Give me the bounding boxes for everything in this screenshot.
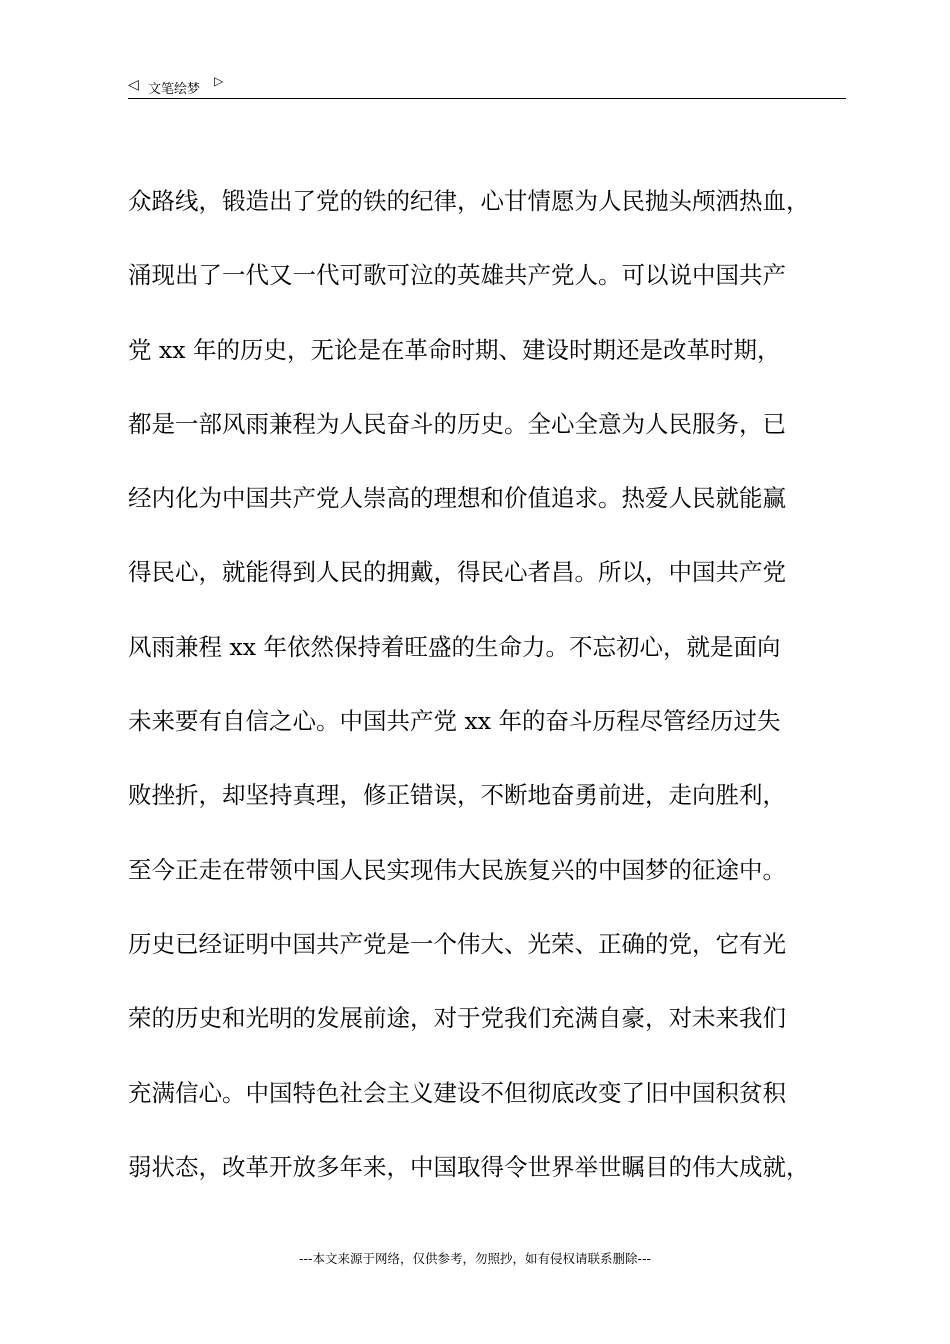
body-text (128, 177, 858, 1217)
text-line: 都是一部风雨兼程为人民奋斗的历史。全心全意为人民服务，已 (128, 409, 786, 438)
text-line: 经内化为中国共产党人崇高的理想和价值追求。热爱人民就能赢 (128, 484, 786, 513)
text-line: 败挫折，却坚持真理，修正错误，不断地奋勇前进，走向胜利， (128, 781, 786, 810)
header-title: 文笔绘梦 (148, 82, 201, 97)
text-line: 涌现出了一代又一代可歌可泣的英雄共产党人。可以说中国共产 (128, 261, 786, 290)
text-line: 众路线，锻造出了党的铁的纪律，心甘情愿为人民抛头颅洒热血， (128, 187, 810, 215)
text-line: 弱状态，改革开放多年来，中国取得令世界举世瞩目的伟大成就， (128, 1152, 810, 1181)
text-line: 风雨兼程 xx 年依然保持着旺盛的生命力。不忘初心，就是面向 (128, 632, 781, 661)
text-line: 党 xx 年的历史，无论是在革命时期、建设时期还是改革时期， (128, 335, 781, 364)
left-triangle-icon: ◁ (128, 77, 139, 93)
text-line: 历史已经证明中国共产党是一个伟大、光荣、正确的党，它有光 (128, 929, 786, 958)
text-line: 充满信心。中国特色社会主义建设不但彻底改变了旧中国积贫积 (128, 1078, 786, 1107)
text-line: 至今正走在带领中国人民实现伟大民族复兴的中国梦的征途中。 (128, 855, 786, 884)
text-line: 未来要有自信之心。中国共产党 xx 年的奋斗历程尽管经历过失 (128, 707, 781, 736)
page-header (128, 74, 846, 99)
page-footer: ---本文来源于网络，仅供参考，勿照抄，如有侵权请联系删除--- (298, 1251, 652, 1266)
text-line: 荣的历史和光明的发展前途，对于党我们充满自豪，对未来我们 (128, 1004, 786, 1033)
right-triangle-icon: ▷ (214, 74, 224, 88)
text-line: 得民心，就能得到人民的拥戴，得民心者昌。所以，中国共产党 (128, 558, 786, 587)
